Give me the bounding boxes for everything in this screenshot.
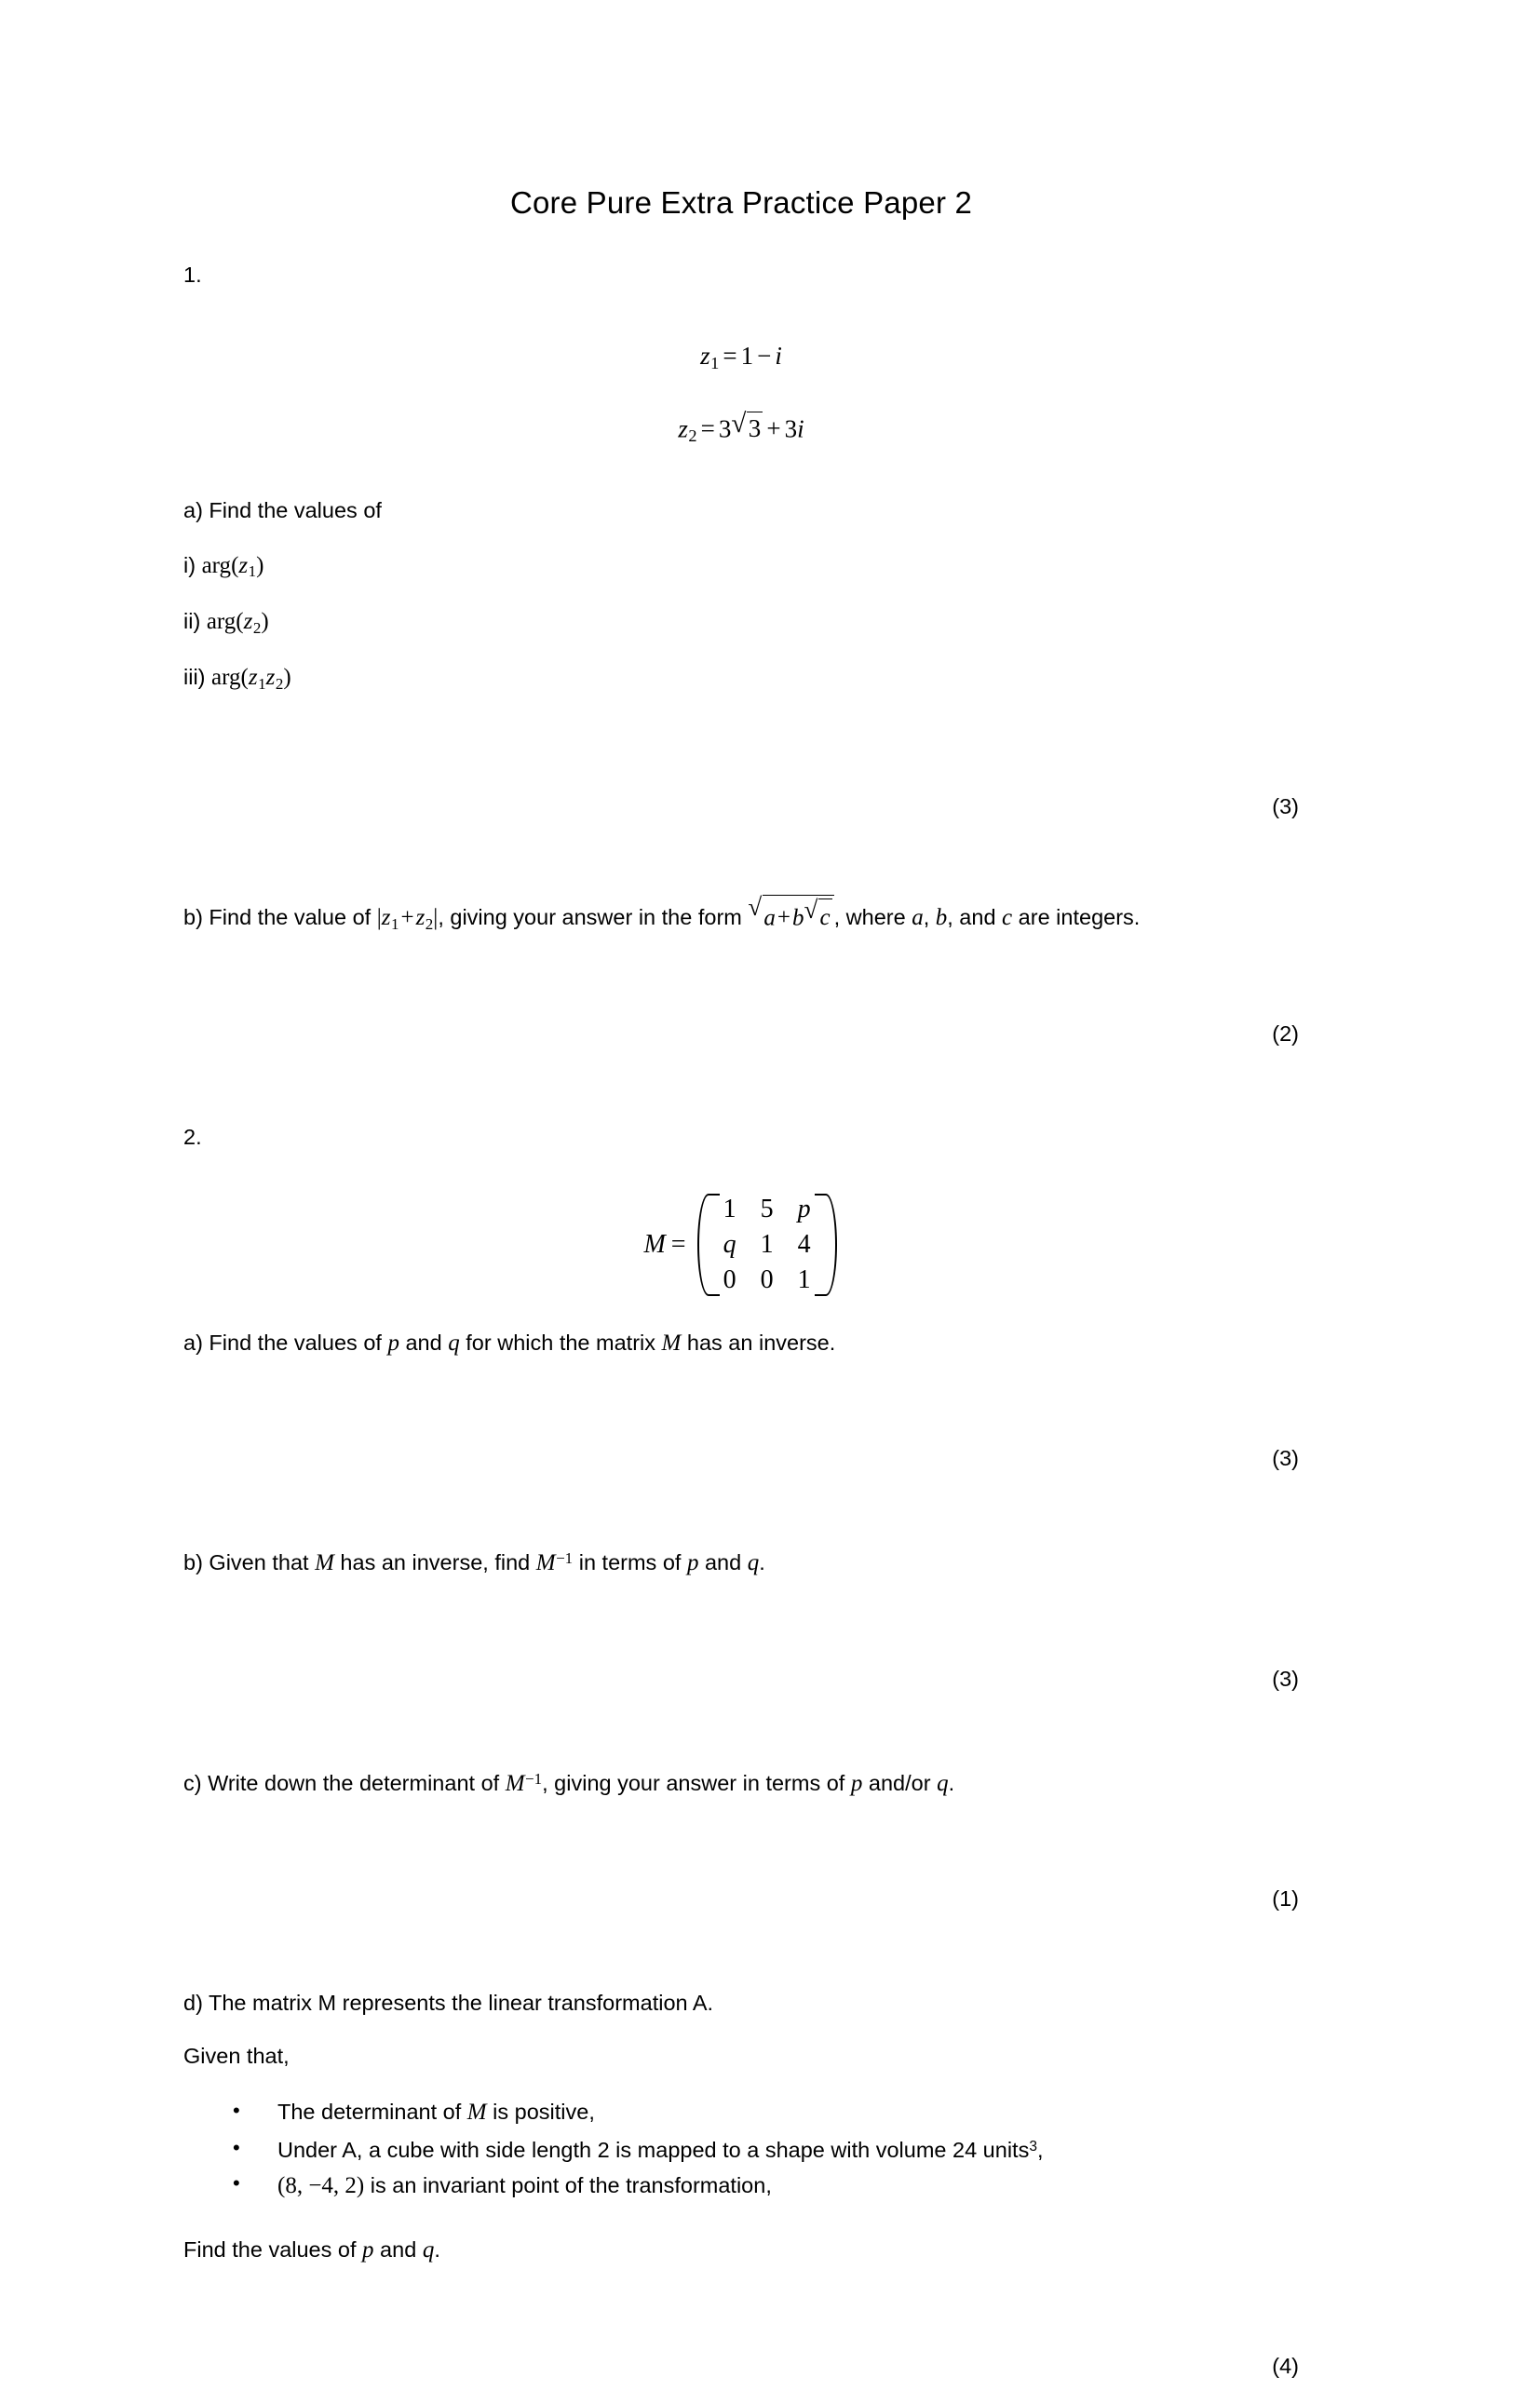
q1-subpart-i-numeral: i) — [183, 552, 196, 577]
matrix-right-paren — [824, 1192, 839, 1297]
equation-z2-radical — [731, 411, 763, 444]
q2-part-c-seg-4: . — [948, 1770, 955, 1795]
q2-part-d-closing-tail: . — [434, 2237, 440, 2263]
equation-z2-operator: + — [766, 414, 781, 443]
matrix-cell-r3c1: 0 — [723, 1264, 736, 1294]
inner-radical — [804, 898, 831, 937]
arg-open-paren: ( — [231, 552, 239, 578]
equation-z1-equals: = — [723, 341, 737, 370]
q1-part-b-comma-2: , and — [947, 905, 1003, 930]
q2-part-d-conditions-list — [183, 2094, 1299, 2205]
q1-subpart-iii-numeral: iii) — [183, 665, 206, 690]
arg-variable-one-subscript: 1 — [258, 674, 266, 693]
modulus-open-bar: | — [376, 905, 382, 931]
arg-variable: z — [238, 552, 249, 578]
modulus-close-bar: | — [433, 905, 439, 931]
q2-part-b-text — [183, 1546, 1299, 1581]
q2-part-a-seg-1: a) Find the values of — [183, 1330, 388, 1355]
radical-sign-icon: √ — [804, 896, 818, 925]
arg-variable-one: z — [248, 665, 258, 691]
arg-function-name: arg — [201, 552, 232, 578]
q2-part-d-var-q: q — [422, 2237, 435, 2263]
bullet-3-point: (8, −4, 2) — [277, 2172, 365, 2198]
equation-z1: $z_1 = 1 - i$ — [700, 341, 782, 372]
q2-part-d-closing — [183, 2233, 1299, 2268]
q1-part-b-comma-1: , — [923, 905, 936, 930]
q2-part-a-seg-4: has an inverse. — [681, 1330, 836, 1355]
equation-z2-subscript: 2 — [688, 426, 697, 446]
matrix-equals: = — [670, 1229, 686, 1259]
question-number-2: 2. — [183, 1125, 202, 1150]
bullet-1-seg-2: is positive, — [486, 2100, 595, 2125]
q2-part-c-seg-1: c) Write down the determinant of — [183, 1770, 506, 1795]
modulus-variable-one-subscript: 1 — [390, 914, 399, 933]
inverse-exponent: −1 — [556, 1549, 574, 1568]
question-number-1: 1. — [183, 263, 202, 288]
q2-part-a-text — [183, 1326, 1299, 1361]
equation-z2-imaginary-coefficient: 3 — [784, 414, 798, 443]
inverse-base: M — [535, 1550, 556, 1576]
q2-part-c-seg-3: and/or — [862, 1770, 938, 1795]
outer-radical — [748, 894, 833, 936]
radical-sign-icon: √ — [731, 409, 747, 439]
surd-form-b: b — [791, 905, 804, 931]
arg-open-paren: ( — [240, 665, 249, 691]
arg-variable-two-subscript: 2 — [275, 674, 284, 693]
bullet-2-seg-1: Under A, a cube with side length 2 is mapped to a shape with volume 24 units — [277, 2137, 1030, 2162]
q1-subpart-ii-numeral: ii) — [183, 609, 201, 634]
matrix-cell-r2c2: 1 — [760, 1229, 774, 1259]
matrix-row — [711, 1192, 823, 1227]
q1-part-a-stem: a) Find the values of — [183, 498, 382, 523]
matrix-definition-M — [183, 1192, 1299, 1297]
arg-function-name: arg — [206, 609, 236, 635]
arg-close-paren: ) — [256, 552, 264, 578]
bullet-1-seg-1: The determinant of — [277, 2100, 467, 2125]
equation-z2-radicand: 3 — [747, 412, 763, 444]
arg-variable-subscript: 2 — [252, 618, 262, 637]
equation-z2-imaginary-unit: i — [797, 414, 804, 443]
matrix-row — [711, 1263, 823, 1298]
q2-part-b-var-p: p — [686, 1550, 699, 1576]
matrix-grid — [711, 1192, 823, 1297]
q2-part-b-marks: (3) — [1272, 1666, 1299, 1691]
equation-z2-equals: = — [700, 414, 715, 443]
matrix-cell-r1c1: 1 — [723, 1195, 736, 1224]
arg-function-name: arg — [211, 665, 241, 691]
q2-part-c-text — [183, 1766, 1299, 1802]
q2-part-b-seg-1: b) Given that — [183, 1550, 316, 1575]
outer-radicand — [763, 895, 834, 936]
q1-part-b-modulus — [376, 905, 439, 933]
q2-part-c-var-p: p — [850, 1770, 863, 1796]
equation-z1-operator: − — [757, 341, 772, 370]
q1-part-b-lead: b) Find the value of — [183, 905, 377, 930]
page-title: Core Pure Extra Practice Paper 2 — [509, 185, 973, 220]
q2-part-a-var-q: q — [448, 1330, 460, 1356]
surd-form-plus: + — [777, 905, 790, 931]
equation-z2-coefficient: 3 — [718, 414, 732, 443]
q2-part-b-var-M: M — [315, 1550, 334, 1576]
q1-part-b-tail-2: are integers. — [1012, 905, 1141, 930]
q2-part-a-seg-2: and — [399, 1330, 449, 1355]
q2-part-d-given-lead: Given that, — [183, 2044, 290, 2069]
q2-part-d-closing-lead: Find the values of — [183, 2237, 363, 2263]
q1-part-a-marks: (3) — [1272, 794, 1299, 819]
q1-part-b-var-a: a — [912, 905, 924, 931]
q2-part-a-marks: (3) — [1272, 1446, 1299, 1471]
list-item — [183, 2168, 1299, 2206]
modulus-operator: + — [400, 905, 414, 931]
q2-part-b-seg-5: . — [759, 1550, 765, 1575]
q1-part-a-subpart-iii — [183, 660, 1299, 696]
matrix-cell-r3c3: 1 — [797, 1264, 811, 1294]
matrix-cell-r1c2: 5 — [760, 1195, 774, 1224]
q1-part-b-surd-form — [748, 892, 833, 931]
matrix-label: M — [643, 1229, 666, 1259]
q2-part-a-seg-3: for which the matrix — [459, 1330, 662, 1355]
matrix-left-paren — [696, 1192, 710, 1297]
q2-part-c-inverse — [506, 1771, 542, 1796]
bullet-3-seg-2: is an invariant point of the transformation, — [364, 2172, 772, 2197]
matrix-cell-r2c1: q — [723, 1229, 736, 1259]
matrix-cell-r3c2: 0 — [760, 1264, 774, 1294]
q2-part-d-stem: d) The matrix M represents the linear transformation A. — [183, 1990, 714, 2015]
radical-sign-icon: √ — [748, 892, 763, 921]
q1-part-b-tail-1: , where — [833, 905, 912, 930]
arg-close-paren: ) — [261, 609, 269, 635]
arg-open-paren: ( — [236, 609, 244, 635]
q2-part-b-seg-2: has an inverse, find — [333, 1550, 536, 1575]
q2-part-b-inverse — [536, 1550, 573, 1575]
q1-part-b-var-b: b — [935, 905, 948, 931]
q2-part-a-var-M: M — [661, 1330, 682, 1356]
q1-subpart-i-expression — [201, 552, 264, 581]
equation-z2: $z_2 = 3$ √ 3 + 3i — [678, 409, 804, 446]
q1-part-a-subpart-ii — [183, 604, 1299, 640]
inverse-base: M — [505, 1770, 525, 1796]
q2-part-c-seg-2: , giving your answer in terms of — [542, 1770, 851, 1795]
q2-part-b-seg-4: and — [698, 1550, 748, 1575]
modulus-variable-two: z — [415, 905, 426, 931]
bullet-2-superscript: 3 — [1029, 2138, 1037, 2155]
arg-variable-subscript: 1 — [248, 562, 257, 581]
equation-z1-subscript: 1 — [710, 353, 720, 372]
arg-variable-two: z — [265, 665, 276, 691]
equation-z1-imaginary-unit: i — [775, 341, 782, 370]
modulus-variable-two-subscript: 2 — [425, 914, 434, 933]
list-item — [183, 2094, 1299, 2132]
modulus-variable-one: z — [381, 905, 391, 931]
matrix-row — [711, 1227, 823, 1263]
q2-part-a-var-p: p — [387, 1330, 399, 1356]
inverse-exponent: −1 — [525, 1769, 543, 1788]
q2-part-c-marks: (1) — [1272, 1886, 1299, 1912]
q2-part-b-seg-3: in terms of — [573, 1550, 687, 1575]
q1-part-b-mid: , giving your answer in the form — [438, 905, 749, 930]
q2-part-d-closing-mid: and — [373, 2237, 423, 2263]
surd-form-c: c — [818, 898, 832, 937]
matrix-cell-r2c3: 4 — [797, 1229, 811, 1259]
bullet-1-var-M: M — [466, 2100, 487, 2126]
q1-subpart-ii-expression — [206, 609, 269, 637]
q1-subpart-iii-expression — [211, 665, 291, 693]
q1-part-b-var-c: c — [1002, 905, 1013, 931]
q1-part-b-text — [183, 894, 1299, 936]
list-item — [183, 2132, 1299, 2168]
equation-z1-real: 1 — [740, 341, 754, 370]
q1-part-a-subpart-i — [183, 548, 1299, 584]
matrix-body — [696, 1192, 839, 1297]
q2-part-b-var-q: q — [747, 1550, 760, 1576]
surd-form-a: a — [763, 905, 776, 931]
arg-close-paren: ) — [283, 665, 291, 691]
q1-part-b-marks: (2) — [1272, 1021, 1299, 1047]
q2-part-d-marks: (4) — [1272, 2353, 1299, 2378]
page-content — [183, 0, 1299, 2405]
bullet-2-seg-2: , — [1036, 2137, 1044, 2162]
matrix-cell-r1c3: p — [797, 1195, 811, 1224]
q2-part-d-var-p: p — [362, 2237, 374, 2263]
q2-part-c-var-q: q — [937, 1770, 949, 1796]
arg-variable: z — [243, 609, 253, 635]
